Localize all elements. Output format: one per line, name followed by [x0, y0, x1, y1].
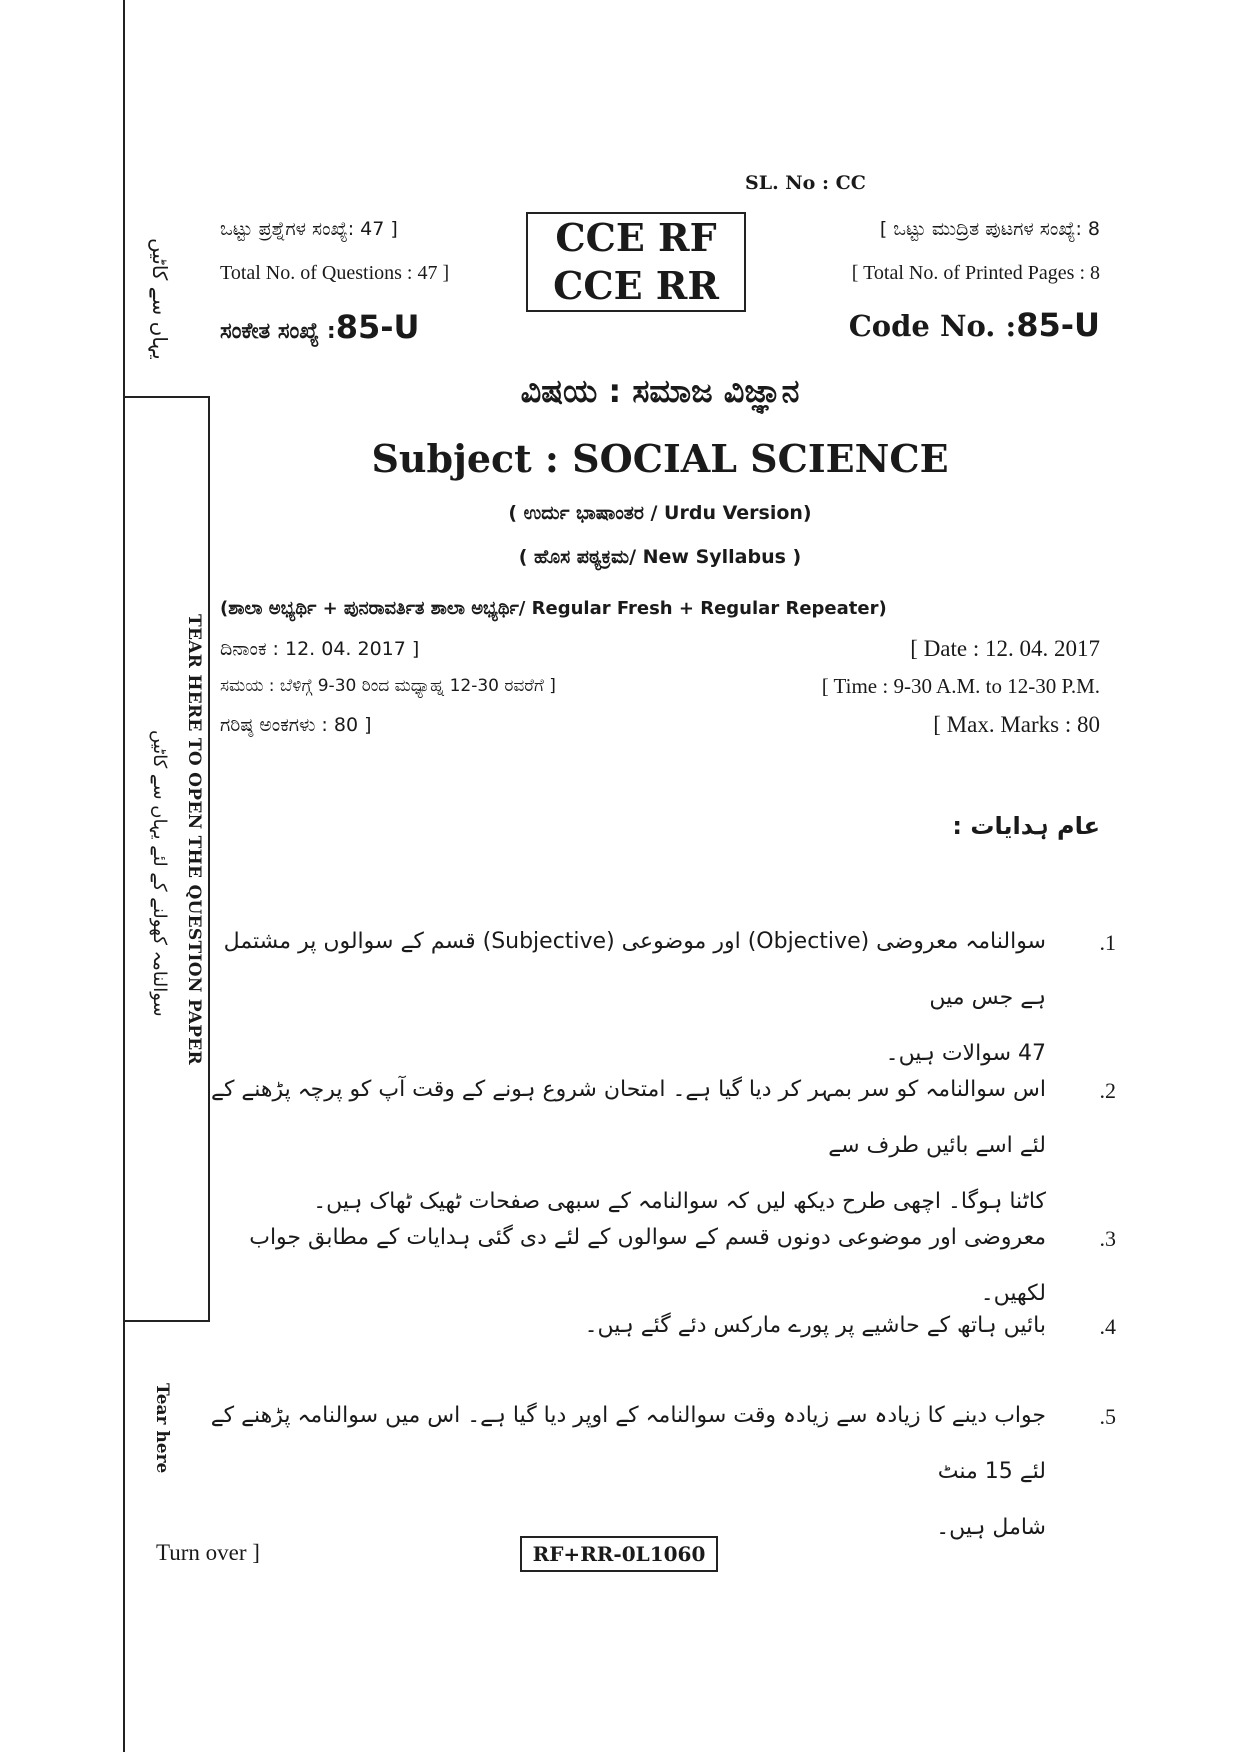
date-kannada: ದಿನಾಂಕ : 12. 04. 2017 ] — [220, 638, 420, 660]
version-line: ( ಉರ್ದು ಭಾಷಾಂತರ / Urdu Version) — [508, 502, 812, 524]
instruction-line: کاٹنا ہوگا۔ اچھی طرح دیکھ لیں کہ سوالنامہ کے سبھی صفحات ٹھیک ٹھاک ہیں۔ — [313, 1189, 1046, 1214]
instruction-text — [210, 1388, 1046, 1556]
instruction-number: .1 — [1099, 930, 1116, 955]
instruction-text — [210, 1062, 1046, 1230]
printed-pages-kannada: [ ಒಟ್ಟು ಮುದ್ರಿತ ಪುಟಗಳ ಸಂಖ್ಯೆ: 8 — [879, 218, 1100, 240]
paper-code: RF+RR-0L1060 — [532, 1542, 706, 1566]
syllabus-line: ( ಹೊಸ ಪಠ್ಯಕ್ರಮ/ New Syllabus ) — [518, 546, 802, 568]
tear-open-label: TEAR HERE TO OPEN THE QUESTION PAPER — [184, 614, 204, 1065]
max-marks-english: [ Max. Marks : 80 — [933, 712, 1100, 737]
instruction-line: جواب دینے کا زیادہ سے زیادہ وقت سوالنامہ کے اوپر دیا گیا ہے۔ اس میں سوالنامہ پڑھنے کے لئے 15 منٹ — [210, 1403, 1046, 1484]
total-questions-kannada: ಒಟ್ಟು ಪ್ರಶ್ನೆಗಳ ಸಂಖ್ಯೆ: 47 ] — [220, 218, 398, 240]
instruction-line: سوالنامہ معروضی (Objective) اور موضوعی (Subjective) قسم کے سوالوں پر مشتمل ہے جس میں — [223, 929, 1046, 1010]
turn-over-label: Turn over ] — [156, 1540, 260, 1565]
cce-line-2: CCE RR — [553, 263, 719, 308]
date-english: [ Date : 12. 04. 2017 — [910, 636, 1100, 661]
instruction-number: .4 — [1099, 1314, 1116, 1339]
total-questions-english: Total No. of Questions : 47 ] — [220, 262, 450, 284]
max-marks-kannada: ಗರಿಷ್ಠ ಅಂಕಗಳು : 80 ] — [220, 714, 372, 736]
instruction-line: 47 سوالات ہیں۔ — [885, 1041, 1046, 1066]
code-value-right: 85-U — [1016, 306, 1100, 344]
instruction-line: اس سوالنامہ کو سر بمہر کر دیا گیا ہے۔ امتحان شروع ہونے کے وقت آپ کو پرچہ پڑھنے کے لئے اسے بائیں طرف سے — [211, 1077, 1046, 1158]
code-label-english: Code No. : — [848, 309, 1017, 343]
time-kannada: ಸಮಯ : ಬೆಳಿಗ್ಗೆ 9-30 ರಿಂದ ಮಧ್ಯಾಹ್ನ 12-30 ರವರೆಗೆ ] — [220, 676, 556, 696]
subject-english: Subject : SOCIAL SCIENCE — [371, 436, 949, 481]
margin-top-rule — [123, 396, 210, 398]
code-number-right — [760, 306, 1100, 344]
instruction-number: .5 — [1099, 1404, 1116, 1429]
time-english: [ Time : 9-30 A.M. to 12-30 P.M. — [821, 674, 1100, 698]
instruction-number: .3 — [1099, 1226, 1116, 1251]
cce-line-1: CCE RF — [555, 215, 717, 260]
margin-outer-line — [123, 0, 125, 1752]
instructions-heading: عام ہدایات : — [952, 812, 1100, 840]
margin-top-urdu: یہاں سے کاٹیں — [148, 238, 172, 360]
cce-box — [526, 212, 746, 312]
subject-kannada: ವಿಷಯ : ಸಮಾಜ ವಿಜ್ಞಾನ — [520, 372, 800, 410]
margin-bottom-rule — [123, 1320, 210, 1322]
instruction-text — [210, 914, 1046, 1082]
candidates-line: (ಶಾಲಾ ಅಭ್ಯರ್ಥಿ + ಪುನರಾವರ್ತಿತ ಶಾಲಾ ಅಭ್ಯರ್ಥಿ/ Regular Fresh + Regular Repeater) — [220, 598, 887, 619]
tear-here-label: Tear here — [152, 1383, 172, 1474]
paper-code-box — [520, 1536, 718, 1572]
instruction-line: بائیں ہاتھ کے حاشیے پر پورے مارکس دئے گئے ہیں۔ — [584, 1313, 1046, 1338]
serial-number: SL. No : CC — [745, 172, 866, 194]
code-label-kannada-row — [220, 308, 419, 346]
printed-pages-english: [ Total No. of Printed Pages : 8 — [851, 262, 1100, 284]
instruction-text — [210, 1298, 1046, 1354]
code-value-left: 85-U — [335, 308, 420, 346]
instruction-number: .2 — [1099, 1078, 1116, 1103]
code-label-kannada: ಸಂಕೇತ ಸಂಖ್ಯೆ : — [220, 319, 336, 344]
tear-open-urdu: سوالنامہ کھولنے کے لئے یہاں سے کاٹیں — [149, 730, 170, 1017]
instruction-line: معروضی اور موضوعی دونوں قسم کے سوالوں کے لئے دی گئی ہدایات کے مطابق جواب لکھیں۔ — [249, 1225, 1046, 1306]
instruction-line: شامل ہیں۔ — [936, 1515, 1046, 1540]
